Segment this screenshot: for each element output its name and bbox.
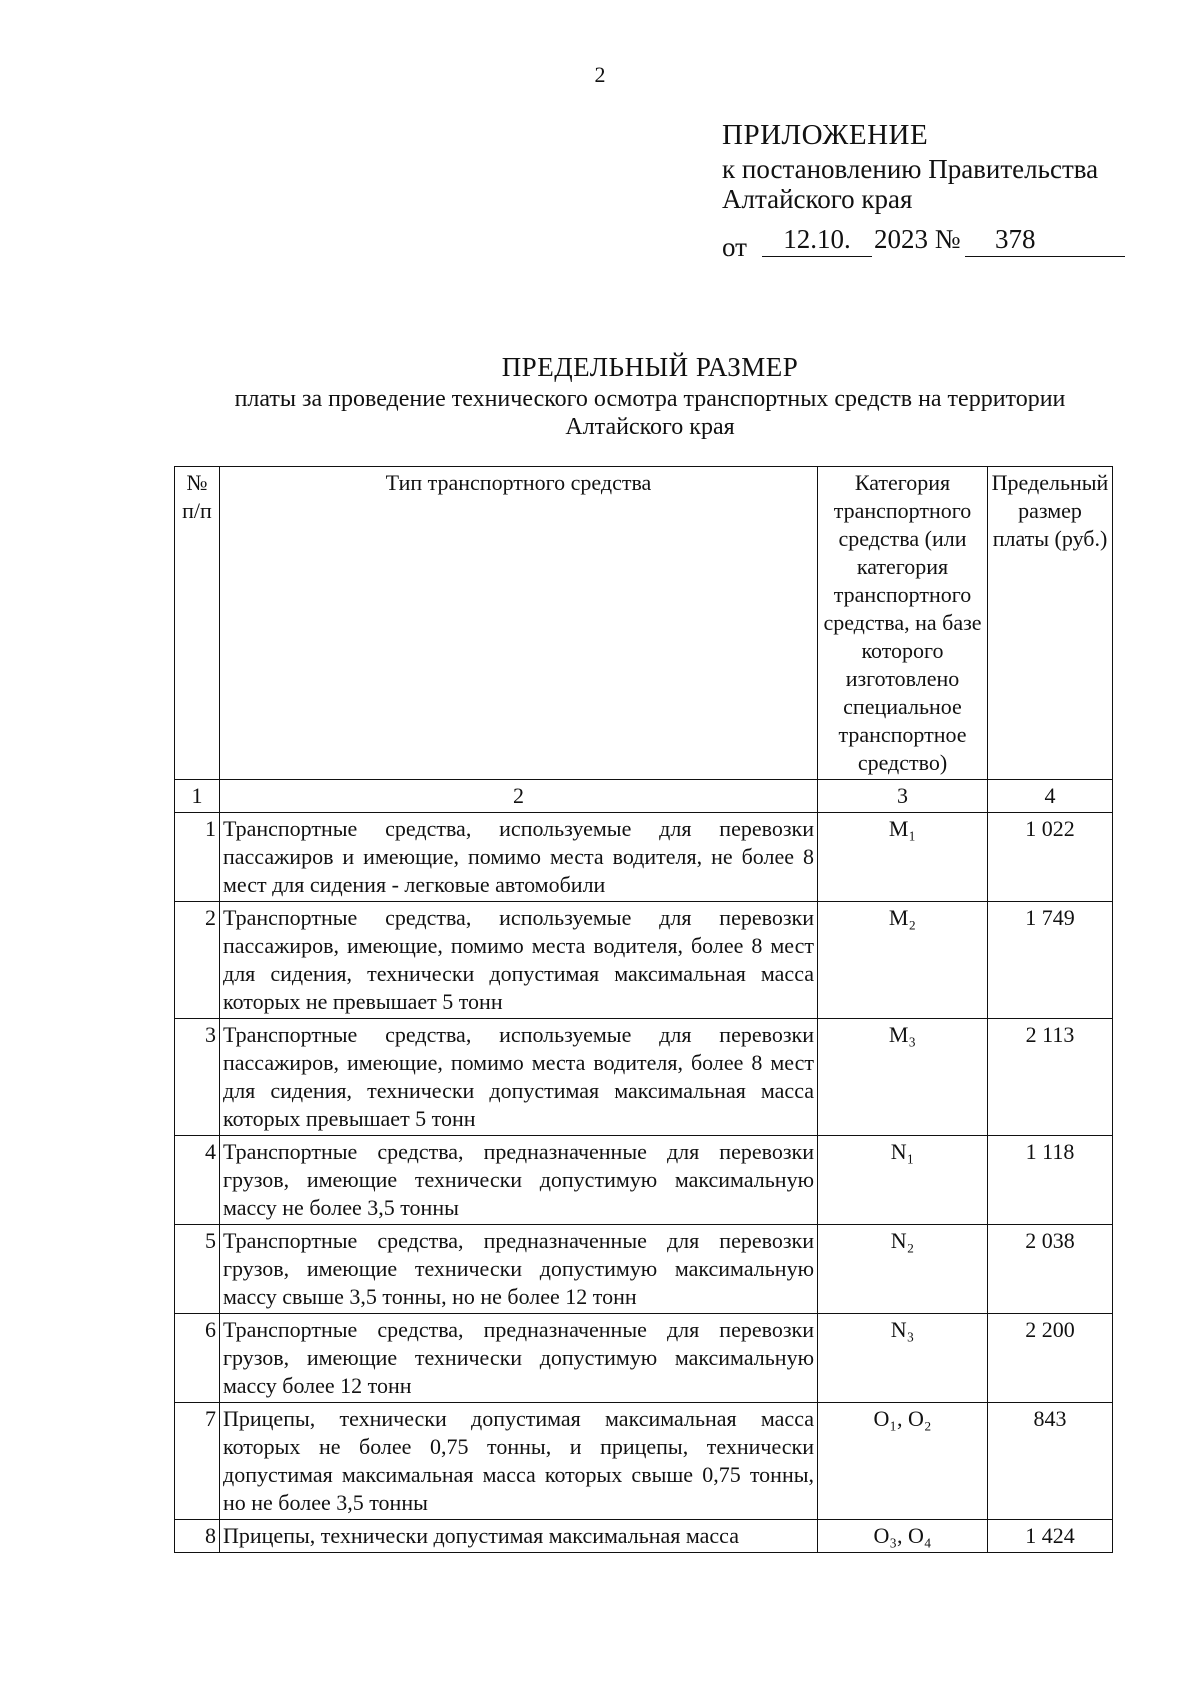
- row-type: Транспортные средства, предназначенные для перевозки грузов, имеющие технически допустимую максимальную массу не более 3,5 тонны: [220, 1136, 818, 1225]
- row-no: 3: [175, 1019, 220, 1136]
- table-row: [175, 1136, 1113, 1225]
- resolution-date: 12.10.: [762, 224, 872, 257]
- header-type: Тип транспортного средства: [220, 467, 818, 780]
- header-fee: Предельный размер платы (руб.): [988, 467, 1113, 780]
- row-type: Транспортные средства, предназначенные для перевозки грузов, имеющие технически допустимую максимальную массу свыше 3,5 тонны, но не более 12 тонн: [220, 1225, 818, 1314]
- row-type: Прицепы, технически допустимая максимальная масса которых не более 0,75 тонны, и прицепы, технически допустимая максимальная масса которых свыше 0,75 тонны, но не более 3,5 тонны: [220, 1403, 818, 1520]
- table-row: [175, 813, 1113, 902]
- table-index-row: [175, 780, 1113, 813]
- appendix-line-2: Алтайского края: [722, 184, 913, 214]
- row-fee: 843: [988, 1403, 1113, 1520]
- row-no: 1: [175, 813, 220, 902]
- row-fee: 1 424: [988, 1520, 1113, 1553]
- appendix-dateline: [722, 224, 1098, 264]
- document-title: ПРЕДЕЛЬНЫЙ РАЗМЕР: [501, 352, 799, 382]
- row-type: Транспортные средства, используемые для перевозки пассажиров, имеющие, помимо места водителя, более 8 мест для сидения, технически допустимая максимальная масса которых не превышает 5 тонн: [220, 902, 818, 1019]
- row-category: M₁: [818, 813, 988, 902]
- row-category: N₂: [818, 1225, 988, 1314]
- resolution-year: 2023 №: [874, 224, 961, 254]
- row-type: Прицепы, технически допустимая максимальная масса: [220, 1520, 818, 1553]
- appendix-line-1: к постановлению Правительства: [722, 154, 1099, 184]
- table-row: [175, 1403, 1113, 1520]
- document-subtitle: платы за проведение технического осмотра транспортных средств на территории Алтайского края: [234, 386, 1066, 440]
- table-row: [175, 1019, 1113, 1136]
- appendix-heading: ПРИЛОЖЕНИЕ: [722, 119, 929, 151]
- row-type: Транспортные средства, предназначенные для перевозки грузов, имеющие технически допустимую максимальную массу более 12 тонн: [220, 1314, 818, 1403]
- row-no: 5: [175, 1225, 220, 1314]
- appendix-block: [722, 120, 1098, 264]
- row-fee: 1 749: [988, 902, 1113, 1019]
- resolution-number: 378: [965, 224, 1125, 257]
- table-row: [175, 902, 1113, 1019]
- row-no: 7: [175, 1403, 220, 1520]
- row-no: 2: [175, 902, 220, 1019]
- row-fee: 2 113: [988, 1019, 1113, 1136]
- row-no: 6: [175, 1314, 220, 1403]
- index-cell: 3: [818, 780, 988, 813]
- table-row: [175, 1225, 1113, 1314]
- table-row: [175, 1520, 1113, 1553]
- fees-table: [174, 466, 1113, 1553]
- row-fee: 1 022: [988, 813, 1113, 902]
- row-category: O₃, O₄: [818, 1520, 988, 1553]
- row-no: 4: [175, 1136, 220, 1225]
- table-header-row: [175, 467, 1113, 780]
- table-row: [175, 1314, 1113, 1403]
- row-fee: 1 118: [988, 1136, 1113, 1225]
- header-no: № п/п: [175, 467, 220, 780]
- row-fee: 2 038: [988, 1225, 1113, 1314]
- header-category: Категория транспортного средства (или категория транспортного средства, на базе которого изготовлено специальное транспортное средство): [818, 467, 988, 780]
- index-cell: 4: [988, 780, 1113, 813]
- row-type: Транспортные средства, используемые для перевозки пассажиров, имеющие, помимо места водителя, более 8 мест для сидения, технически допустимая максимальная масса которых превышает 5 тонн: [220, 1019, 818, 1136]
- row-category: M₃: [818, 1019, 988, 1136]
- row-category: N₃: [818, 1314, 988, 1403]
- index-cell: 1: [175, 780, 220, 813]
- row-fee: 2 200: [988, 1314, 1113, 1403]
- row-category: N₁: [818, 1136, 988, 1225]
- index-cell: 2: [220, 780, 818, 813]
- row-category: O₁, O₂: [818, 1403, 988, 1520]
- row-no: 8: [175, 1520, 220, 1553]
- date-prefix: от: [722, 232, 747, 262]
- row-type: Транспортные средства, используемые для перевозки пассажиров и имеющие, помимо места водителя, не более 8 мест для сидения - легковые автомобили: [220, 813, 818, 902]
- row-category: M₂: [818, 902, 988, 1019]
- page-number: 2: [594, 62, 606, 87]
